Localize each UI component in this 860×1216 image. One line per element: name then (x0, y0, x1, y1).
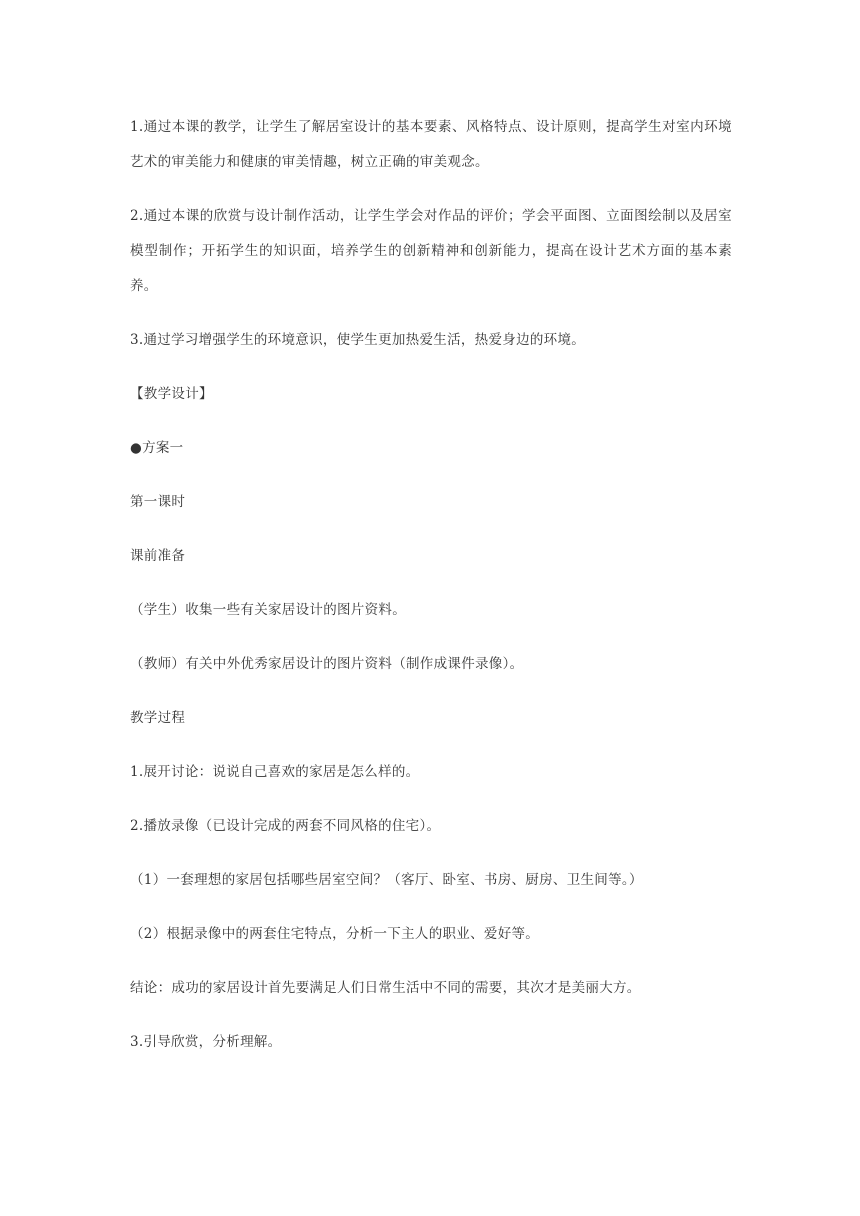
section-heading-teaching-design: 【教学设计】 (130, 386, 213, 402)
plan-heading: ●方案一 (130, 440, 184, 456)
lesson-heading: 第一课时 (130, 494, 186, 510)
document-body (130, 110, 732, 1060)
process-question-2: （2）根据录像中的两套住宅特点，分析一下主人的职业、爱好等。 (130, 926, 540, 942)
process-heading: 教学过程 (130, 710, 186, 726)
student-preparation: （学生）收集一些有关家居设计的图片资料。 (130, 602, 406, 618)
teacher-preparation: （教师）有关中外优秀家居设计的图片资料（制作成课件录像）。 (130, 656, 524, 672)
objective-2: 2.通过本课的欣赏与设计制作活动，让学生学会对作品的评价；学会平面图、立面图绘制以及居室模型制作；开拓学生的知识面，培养学生的创新精神和创新能力，提高在设计艺术方面的基本素养。 (130, 208, 732, 294)
process-question-1: （1）一套理想的家居包括哪些居室空间？（客厅、卧室、书房、厨房、卫生间等。） (130, 872, 643, 888)
preparation-heading: 课前准备 (130, 548, 186, 564)
objective-1: 1.通过本课的教学，让学生了解居室设计的基本要素、风格特点、设计原则，提高学生对室内环境艺术的审美能力和健康的审美情趣，树立正确的审美观念。 (130, 119, 732, 170)
process-step-3: 3.引导欣赏，分析理解。 (130, 1034, 282, 1050)
conclusion: 结论：成功的家居设计首先要满足人们日常生活中不同的需要，其次才是美丽大方。 (130, 980, 641, 996)
process-step-2: 2.播放录像（已设计完成的两套不同风格的住宅）。 (130, 818, 441, 834)
objective-3: 3.通过学习增强学生的环境意识，使学生更加热爱生活，热爱身边的环境。 (130, 332, 586, 348)
process-step-1: 1.展开讨论：说说自己喜欢的家居是怎么样的。 (130, 764, 420, 780)
